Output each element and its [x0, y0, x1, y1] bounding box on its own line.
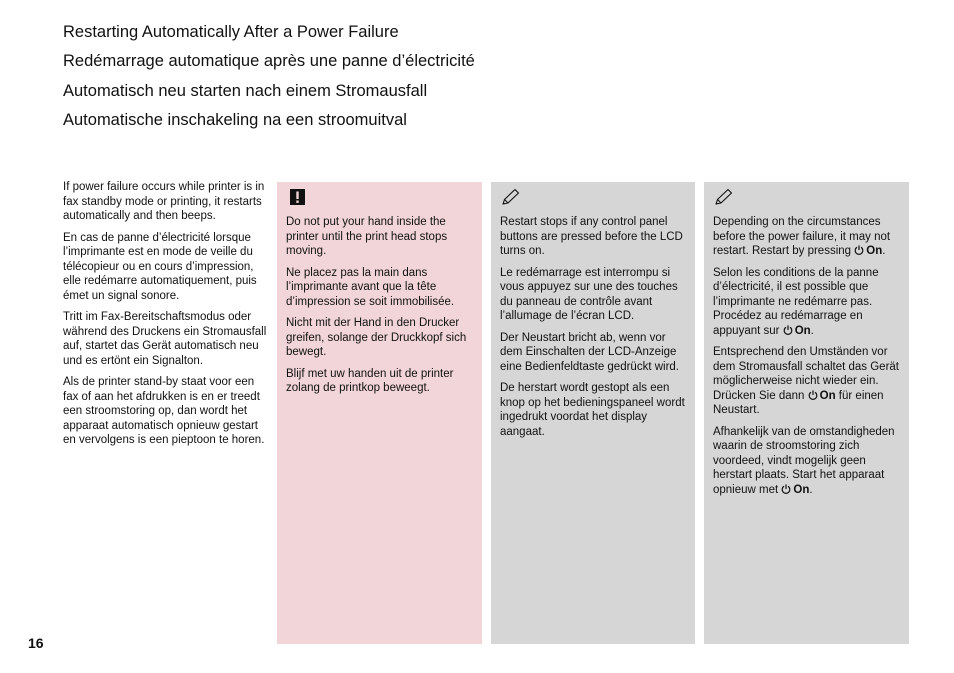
- intro-column: [63, 180, 271, 642]
- warning-paragraph-dutch: Blijf met uw handen uit de printer zolang de printkop beweegt.: [286, 367, 454, 394]
- note2-text-german: Entsprechend den Umständen vor dem Stromausfall schaltet das Gerät möglicherweise nicht wieder ein. Drücken Sie dann: [713, 346, 899, 402]
- note1-paragraph-french: Le redémarrage est interrompu si vous appuyez sur une des touches du panneau de contrôle avant l’allumage de l’écran LCD.: [500, 266, 678, 322]
- note2-paragraph-dutch: [713, 425, 900, 498]
- exclamation-icon: [286, 187, 308, 207]
- on-button-label: On: [866, 245, 883, 257]
- pencil-note-icon: [500, 187, 522, 207]
- heading-group: [63, 22, 475, 139]
- note2-text-french: Selon les conditions de la panne d’électricité, il est possible que l’imprimante ne redémarre pas. Procédez au redémarrage en appuyant sur: [713, 266, 879, 337]
- warning-box: [277, 182, 482, 644]
- power-icon: [854, 245, 864, 255]
- note2-paragraph-french: [713, 266, 900, 339]
- note2-text-dutch: Afhankelijk van de omstandigheden waarin de stroomstoring zich voordeed, vindt mogelijk geen herstart plaats. Start het apparaat opnieuw met: [713, 425, 895, 496]
- intro-paragraph-french: En cas de panne d’électricité lorsque l’imprimante est en mode de veille du télécopieur ou en cours d’impression, elle redémarre automatiquement, puis émet un signal sonore.: [63, 231, 257, 302]
- page-number: 16: [28, 635, 44, 651]
- intro-paragraph-dutch: Als de printer stand-by staat voor een fax of aan het afdrukken is en er treedt een stroomstoring op, dan wordt het apparaat automatisch opnieuw gestart en vervolgens is een pieptoon te horen.: [63, 376, 265, 446]
- warning-paragraph-french: Ne placez pas la main dans l’imprimante avant que la tête d’impression se soit immobilisée.: [286, 266, 455, 308]
- note2-paragraph-english: [713, 215, 900, 259]
- note-box-may-not-restart: [704, 182, 909, 644]
- heading-german: Automatisch neu starten nach einem Stromausfall: [63, 81, 428, 100]
- power-icon: [783, 325, 793, 335]
- warning-paragraph-english: Do not put your hand inside the printer until the print head stops moving.: [286, 216, 448, 257]
- intro-paragraph-german: Tritt im Fax-Bereitschaftsmodus oder während des Druckens ein Stromausfall auf, startet das Gerät automatisch neu und es ertönt ein Signalton.: [63, 311, 267, 367]
- note1-paragraph-dutch: De herstart wordt gestopt als een knop op het bedieningspaneel wordt ingedrukt voordat het display aangaat.: [500, 382, 685, 438]
- warning-paragraph-german: Nicht mit der Hand in den Drucker greifen, solange der Druckkopf sich bewegt.: [286, 317, 467, 358]
- heading-dutch: Automatische inschakeling na een stroomuitval: [63, 110, 407, 129]
- note1-paragraph-german: Der Neustart bricht ab, wenn vor dem Einschalten der LCD-Anzeige eine Bedienfeldtaste gedrückt wird.: [500, 331, 679, 373]
- note-box-restart-stops: [491, 182, 695, 644]
- intro-paragraph-english: If power failure occurs while printer is in fax standby mode or printing, it restarts automatically and then beeps.: [63, 181, 265, 222]
- pencil-note-icon: [713, 187, 735, 207]
- power-icon: [781, 484, 791, 494]
- note2-text-german-end: für einen Neustart.: [713, 389, 884, 416]
- on-button-label: On: [819, 389, 836, 402]
- note2-paragraph-german: [713, 345, 900, 418]
- on-button-label: On: [793, 483, 810, 496]
- on-button-label: On: [794, 324, 811, 337]
- note2-text-english: Depending on the circumstances before the power failure, it may not restart. Restart by pressing: [713, 216, 891, 257]
- note1-paragraph-english: Restart stops if any control panel buttons are pressed before the LCD turns on.: [500, 216, 683, 257]
- note2-text-dutch-end: .: [809, 483, 813, 496]
- power-icon: [808, 390, 818, 400]
- heading-french: Redémarrage automatique après une panne d’électricité: [63, 52, 475, 71]
- note2-text-english-end: .: [882, 245, 886, 257]
- heading-english: Restarting Automatically After a Power Failure: [63, 23, 399, 41]
- note2-text-french-end: .: [810, 324, 814, 337]
